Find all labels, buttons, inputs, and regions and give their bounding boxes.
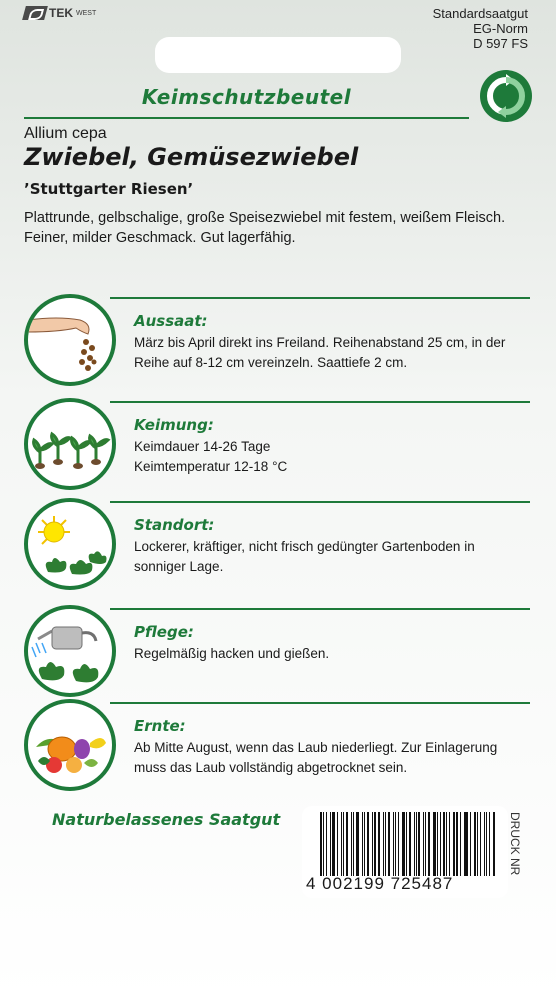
- section-standort: [24, 498, 534, 598]
- section-divider: [110, 702, 530, 704]
- barcode-bar: [341, 812, 342, 876]
- barcode-bar: [423, 812, 424, 876]
- barcode-bar: [416, 812, 417, 876]
- barcode-bar: [449, 812, 450, 876]
- keimschutz-banner: [24, 85, 469, 119]
- barcode-bar: [393, 812, 395, 876]
- barcode-bar: [460, 812, 461, 876]
- standard-line-3: D 597 FS: [473, 36, 528, 51]
- barcode-bar: [477, 812, 478, 876]
- barcode-bar: [474, 812, 476, 876]
- section-title: Pflege:: [134, 623, 194, 641]
- barcode-bar: [351, 812, 353, 876]
- section-text: Lockerer, kräftiger, nicht frisch gedüngter Gartenboden in sonniger Lage.: [134, 539, 475, 574]
- standard-line-2: EG-Norm: [473, 21, 528, 36]
- print-number-label: DRUCK NR: [508, 812, 522, 876]
- section-divider: [110, 401, 530, 403]
- section-divider: [110, 297, 530, 299]
- barcode-bar: [406, 812, 407, 876]
- barcode-bar: [486, 812, 487, 876]
- section-aussaat: [24, 294, 534, 394]
- section-text: Regelmäßig hacken und gießen.: [134, 646, 330, 661]
- barcode-bar: [374, 812, 377, 876]
- barcode-bar: [437, 812, 438, 876]
- section-title: Ernte:: [134, 717, 186, 735]
- section-divider: [110, 501, 530, 503]
- barcode-bar: [337, 812, 338, 876]
- blank-label-field: [155, 37, 401, 73]
- section-text: März bis April direkt ins Freiland. Reihenabstand 25 cm, in der Reihe auf 8-12 cm vereinzeln. Saattiefe 2 cm.: [134, 335, 506, 370]
- barcode-bar: [326, 812, 327, 876]
- barcode-bar: [385, 812, 386, 876]
- section-ernte: [24, 699, 534, 799]
- barcode-bars: [320, 812, 496, 876]
- barcode-bar: [362, 812, 363, 876]
- sun-plant-icon: [24, 498, 116, 590]
- barcode-bar: [418, 812, 420, 876]
- seedlings-icon: [24, 398, 116, 490]
- green-dot-recycling-icon: [480, 70, 532, 122]
- barcode-bar: [383, 812, 384, 876]
- section-title: Keimung:: [134, 416, 214, 434]
- brand-logo: [24, 6, 96, 20]
- barcode-bar: [425, 812, 426, 876]
- barcode-bar: [356, 812, 359, 876]
- natural-seed-slogan: Naturbelassenes Saatgut: [52, 810, 281, 829]
- barcode-bar: [446, 812, 447, 876]
- germination-temperature: Keimtemperatur 12-18 °C: [134, 459, 288, 474]
- barcode-bar: [443, 812, 445, 876]
- barcode-bar: [433, 812, 436, 876]
- barcode-bar: [464, 812, 465, 876]
- standard-info: [433, 6, 528, 51]
- variety-name: ’Stuttgarter Riesen’: [24, 180, 194, 198]
- barcode-bar: [493, 812, 495, 876]
- sowing-hand-icon: [24, 294, 116, 386]
- section-divider: [110, 608, 530, 610]
- barcode-bar: [388, 812, 390, 876]
- section-title: Aussaat:: [134, 312, 208, 330]
- section-text: Ab Mitte August, wenn das Laub niederliegt. Zur Einlagerung muss das Laub vollständig abgetrocknet sein.: [134, 740, 498, 775]
- standard-line-1: Standardsaatgut: [432, 6, 528, 21]
- section-pflege: [24, 605, 534, 705]
- barcode-bar: [484, 812, 486, 876]
- barcode-bar: [353, 812, 354, 876]
- barcode-bar: [453, 812, 455, 876]
- barcode-bar: [330, 812, 332, 876]
- barcode-bar: [402, 812, 405, 876]
- barcode-number: 4 002199 725487: [306, 874, 454, 893]
- barcode-bar: [456, 812, 458, 876]
- barcode-bar: [480, 812, 481, 876]
- barcode-bar: [367, 812, 369, 876]
- barcode-bar: [398, 812, 399, 876]
- barcode-bar: [440, 812, 441, 876]
- section-keimung: [24, 398, 534, 498]
- barcode-bar: [378, 812, 380, 876]
- leaf-logo-icon: [22, 6, 48, 20]
- watering-can-icon: [24, 605, 116, 697]
- brand-suffix: WEST: [76, 9, 97, 17]
- harvest-vegetables-icon: [24, 699, 116, 791]
- barcode-bar: [465, 812, 468, 876]
- plant-description: Plattrunde, gelbschalige, große Speisezwiebel mit festem, weißem Fleisch. Feiner, milder Geschmack. Gut lagerfähig.: [24, 210, 506, 246]
- common-name: Zwiebel, Gemüsezwiebel: [24, 143, 359, 171]
- germination-duration: Keimdauer 14-26 Tage: [134, 439, 271, 454]
- section-text: [134, 437, 529, 477]
- barcode-bar: [323, 812, 324, 876]
- barcode-bar: [489, 812, 490, 876]
- barcode-bar: [346, 812, 348, 876]
- barcode-bar: [409, 812, 411, 876]
- section-title: Standort:: [134, 516, 215, 534]
- barcode-bar: [470, 812, 471, 876]
- brand-name: TEK: [49, 6, 73, 20]
- barcode-bar: [414, 812, 415, 876]
- barcode-bar: [428, 812, 430, 876]
- barcode: [302, 806, 508, 898]
- barcode-bar: [332, 812, 335, 876]
- barcode-bar: [343, 812, 344, 876]
- keimschutz-title: Keimschutzbeutel: [141, 85, 352, 109]
- barcode-bar: [372, 812, 373, 876]
- barcode-bar: [364, 812, 365, 876]
- barcode-bar: [395, 812, 396, 876]
- barcode-bar: [320, 812, 322, 876]
- latin-name: Allium cepa: [24, 125, 107, 142]
